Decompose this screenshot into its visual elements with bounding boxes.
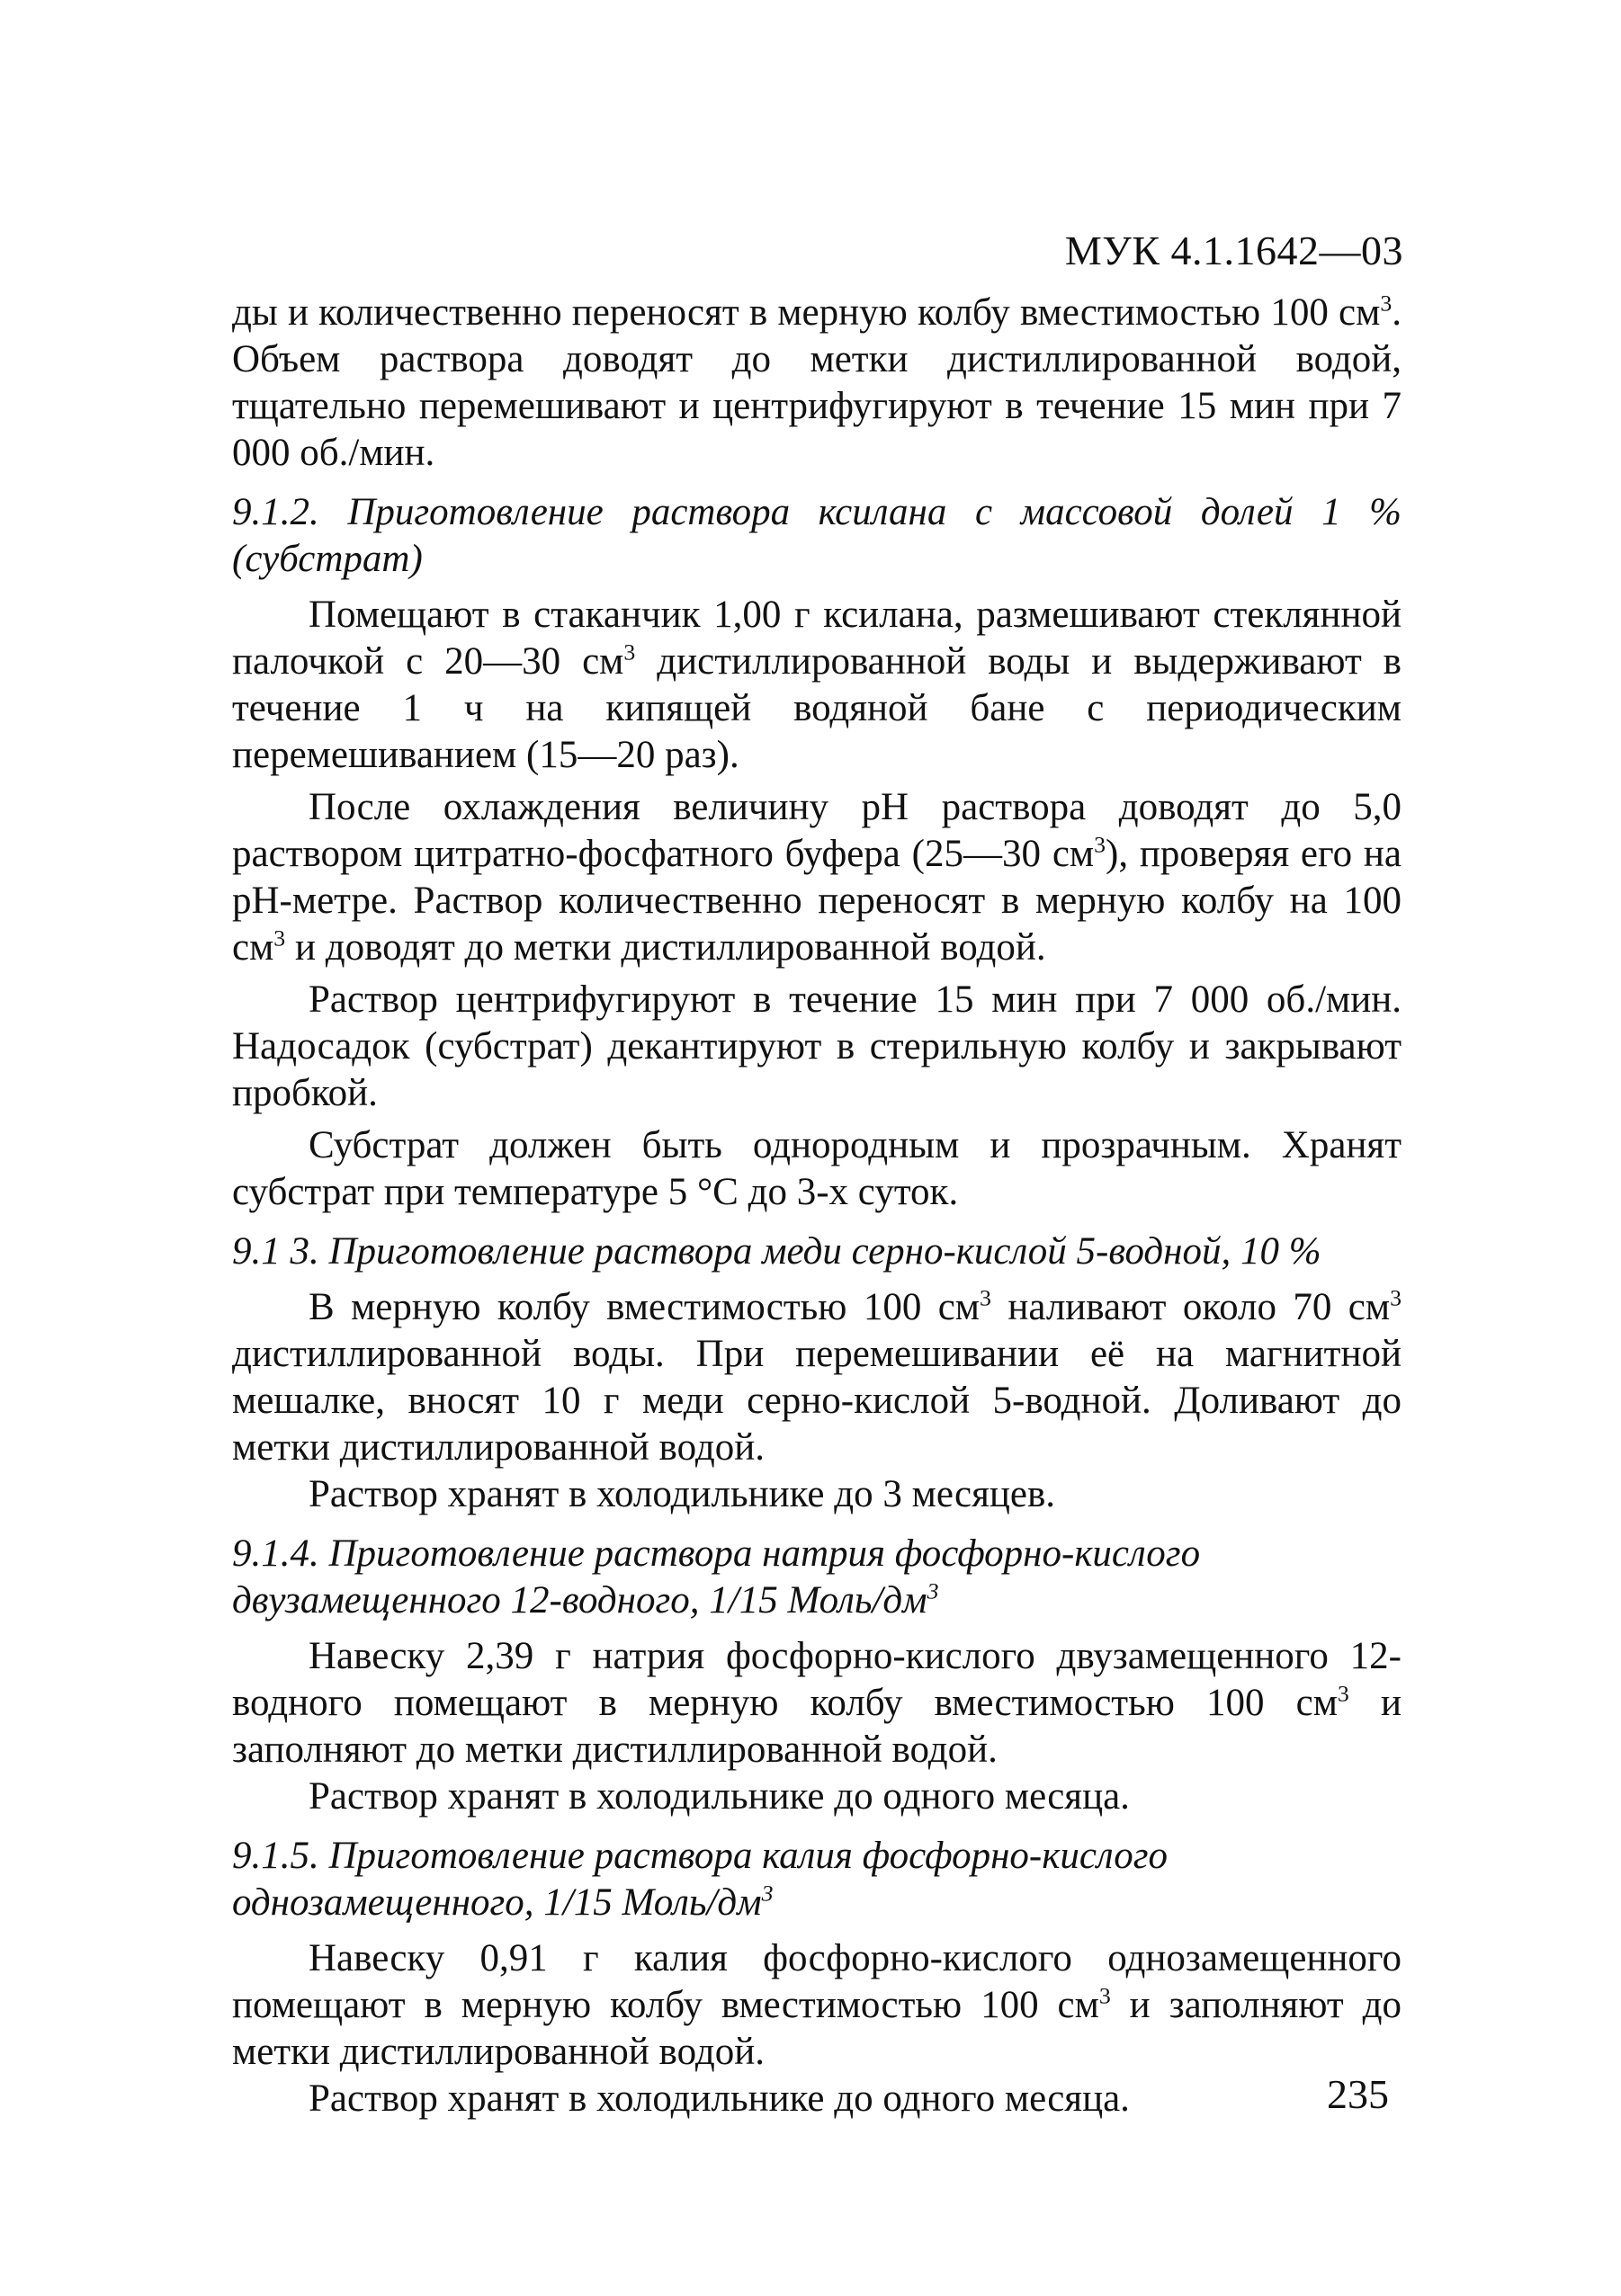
text-run: В мерную колбу вместимостью 100 см bbox=[309, 1286, 981, 1328]
heading-line: однозамещенного, 1/15 Моль/дм bbox=[232, 1881, 762, 1924]
text-run: дистиллированной воды и выдерживают в течение 1 ч на кипящей водяной бане с периодическим перемешиванием (15—20 раз). bbox=[232, 640, 1402, 776]
superscript: 3 bbox=[623, 639, 636, 666]
paragraph: Раствор центрифугируют в течение 15 мин при 7 000 об./мин. Надосадок (субстрат) декантируют в стерильную колбу и закрывают пробкой. bbox=[232, 978, 1402, 1114]
paragraph bbox=[232, 592, 1402, 779]
paragraph bbox=[232, 1633, 1402, 1773]
intro-paragraph bbox=[232, 290, 1402, 477]
text-run: наливают около 70 см bbox=[990, 1286, 1391, 1328]
heading-line: 9.1.5. Приготовление раствора калия фосфорно-кислого bbox=[232, 1835, 1168, 1877]
heading-line: двузамещенного 12-водного, 1/15 Моль/дм bbox=[232, 1579, 927, 1621]
text-run: Навеску 2,39 г натрия фосфорно-кислого двузамещенного 12-водного помещают в мерную колбу вместимостью 100 см bbox=[232, 1635, 1402, 1724]
text-run: и заполняют до метки дистиллированной водой. bbox=[232, 1682, 1402, 1771]
superscript: 3 bbox=[980, 1284, 991, 1311]
paragraph: Субстрат должен быть однородным и прозрачным. Хранят субстрат при температуре 5 °С до 3-х суток. bbox=[232, 1124, 1402, 1213]
text-run: После охлаждения величину pH раствора доводят до 5,0 раствором цитратно-фосфатного буфера (25—30 см bbox=[232, 786, 1402, 875]
paragraph: Раствор хранят в холодильнике до одного месяца. bbox=[309, 1775, 1130, 1818]
superscript: 3 bbox=[1094, 831, 1106, 858]
superscript: 3 bbox=[927, 1577, 939, 1604]
superscript: 3 bbox=[1337, 1680, 1349, 1707]
section-heading-9-1-5 bbox=[232, 1833, 1402, 1926]
text-run: и заполняют до метки дистиллированной водой. bbox=[232, 1984, 1402, 2073]
paragraph: Раствор хранят в холодильнике до 3 месяцев. bbox=[309, 1473, 1056, 1515]
text-run: дистиллированной воды. При перемешивании её на магнитной мешалке, вносят 10 г меди серно-кислой 5-водной. Доливают до метки дистиллированной водой. bbox=[232, 1333, 1402, 1469]
section-heading-9-1-2: 9.1.2. Приготовление раствора ксилана с массовой долей 1 % (субстрат) bbox=[232, 491, 1402, 580]
page-number: 235 bbox=[1327, 2071, 1389, 2117]
superscript: 3 bbox=[1098, 1982, 1111, 2009]
text-run: и доводят до метки дистиллированной водой. bbox=[285, 926, 1046, 969]
paragraph bbox=[232, 1284, 1402, 1471]
paragraph bbox=[232, 1935, 1402, 2076]
text-run: Навеску 0,91 г калия фосфорно-кислого однозамещенного помещают в мерную колбу вместимостью 100 см bbox=[232, 1937, 1402, 2026]
superscript: 3 bbox=[273, 925, 286, 951]
text-run: ), проверяя его на pH-метре. Раствор количественно переносят в мерную колбу на 100 см bbox=[232, 833, 1402, 969]
document-body bbox=[232, 290, 1402, 2122]
superscript: 3 bbox=[1390, 1284, 1402, 1311]
text-run: ды и количественно переносят в мерную колбу вместимостью 100 см bbox=[232, 291, 1381, 334]
heading-line: 9.1.4. Приготовление раствора натрия фосфорно-кислого bbox=[232, 1532, 1201, 1575]
paragraph bbox=[232, 784, 1402, 971]
paragraph: Раствор хранят в холодильнике до одного месяца. bbox=[309, 2077, 1130, 2120]
text-run: Помещают в стаканчик 1,00 г ксилана, размешивают стеклянной палочкой с 20—30 см bbox=[232, 594, 1402, 683]
document-code: МУК 4.1.1642—03 bbox=[1064, 228, 1403, 273]
text-run: . Объем раствора доводят до метки дистиллированной водой, тщательно перемешивают и центрифугируют в течение 15 мин при 7 000 об./мин. bbox=[232, 291, 1402, 474]
section-heading-9-1-3: 9.1 3. Приготовление раствора меди серно-кислой 5-водной, 10 % bbox=[232, 1230, 1321, 1273]
section-heading-9-1-4 bbox=[232, 1531, 1402, 1624]
superscript: 3 bbox=[761, 1880, 774, 1907]
superscript: 3 bbox=[1380, 290, 1393, 317]
